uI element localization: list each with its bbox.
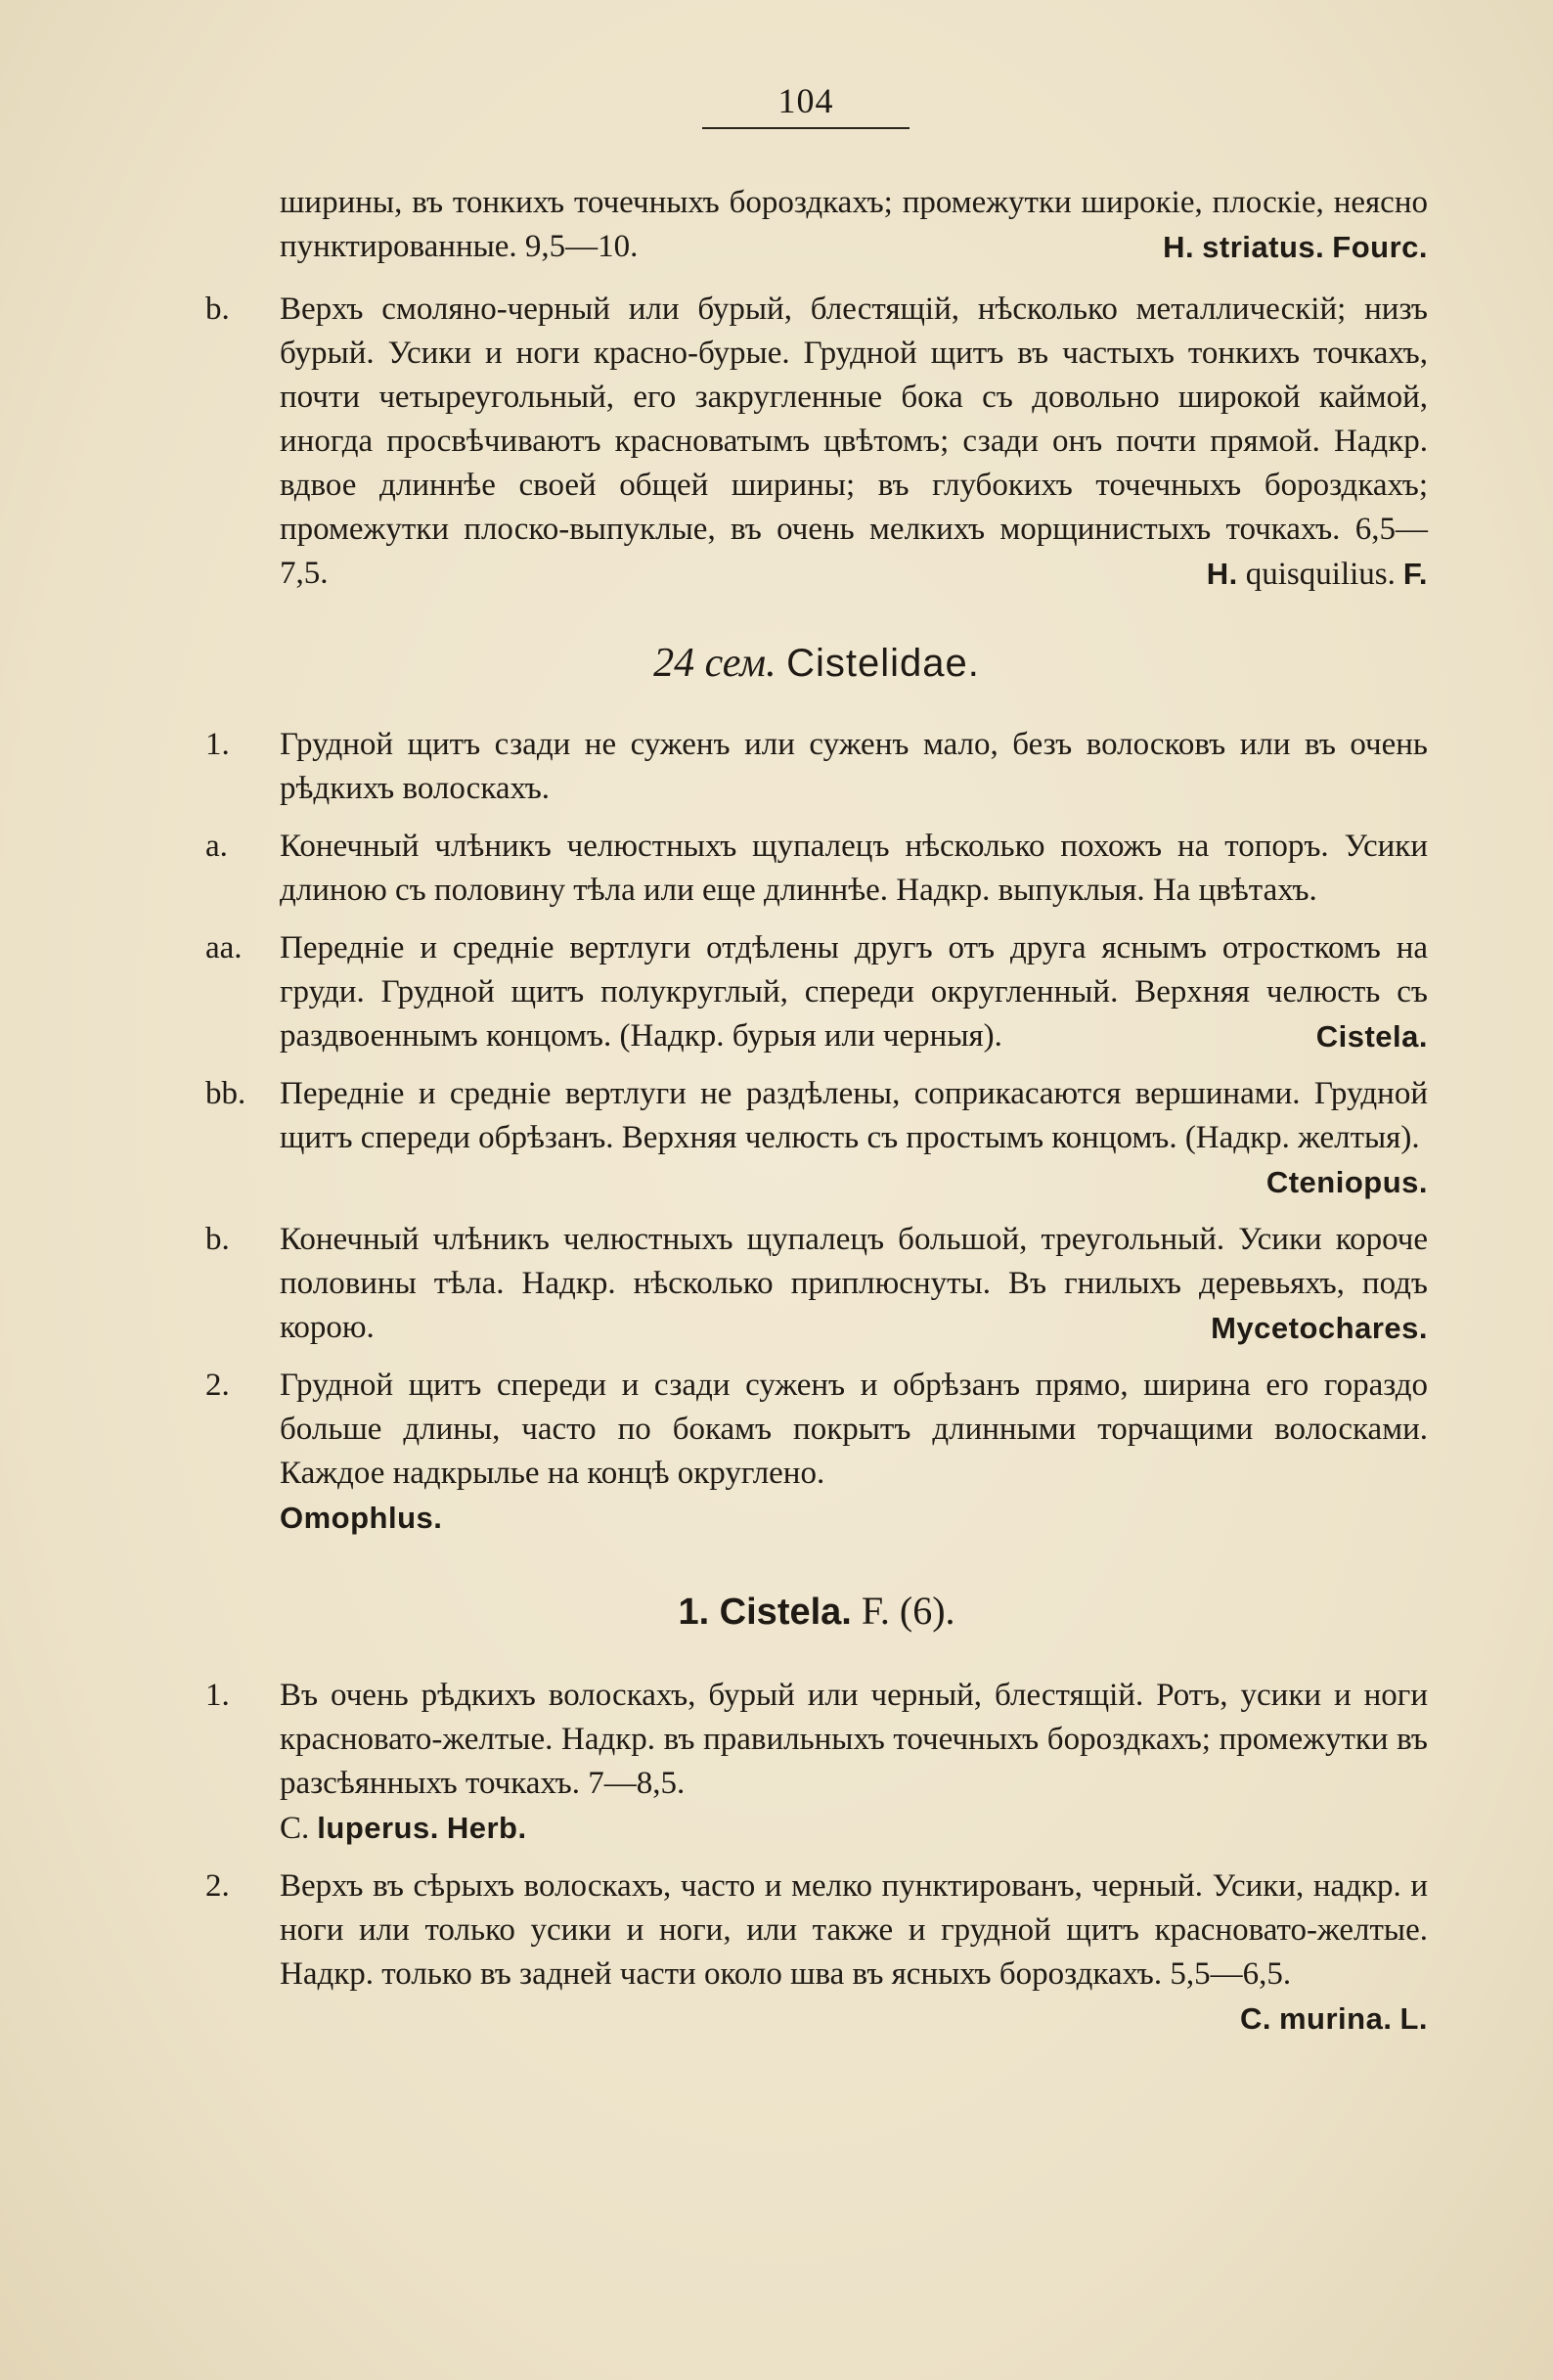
species-entry — [205, 1674, 1428, 1851]
species-name — [1207, 552, 1428, 597]
entry-label: 1. — [205, 727, 230, 762]
key-entry — [205, 825, 1428, 913]
species-name — [1240, 1997, 1428, 2042]
genus-title: 1. Cistela. — [678, 1592, 852, 1633]
species-epithet: murina. — [1278, 2001, 1393, 2036]
key-entry — [205, 1072, 1428, 1204]
paragraph-text: Передніе и средніе вертлуги отдѣлены другъ отъ друга яснымъ отросткомъ на груди. Грудной щитъ полукруглый, спереди округленный. Верхняя челюсть съ раздвоеннымъ концомъ. (Надкр. бурыя или черныя). — [280, 930, 1428, 1054]
genus-name: Mycetochares. — [1211, 1311, 1428, 1345]
page-number: 104 — [777, 81, 834, 120]
species-author: Fourc. — [1332, 230, 1428, 264]
genus-abbrev: H. — [1163, 230, 1195, 264]
paragraph-text: Грудной щитъ спереди и сзади суженъ и обрѣзанъ прямо, ширина его гораздо больше длины, часто по бокамъ покрытъ длинными торчащими волосками. Каждое надкрылье на концѣ округлено. — [280, 1368, 1428, 1491]
paragraph-text: Верхъ въ сѣрыхъ волоскахъ, часто и мелко пунктированъ, черный. Усики, надкр. и ноги или только усики и ноги, или также и грудной щитъ красновато-желтые. Надкр. только въ задней части около шва въ ясныхъ бороздкахъ. 5,5—6,5. — [280, 1868, 1428, 1992]
key-entry — [205, 1218, 1428, 1350]
key-entry — [205, 1364, 1428, 1540]
page-number-rule — [702, 127, 910, 129]
species-epithet: striatus. — [1202, 230, 1325, 264]
key-entry — [205, 926, 1428, 1058]
species-name — [280, 1806, 1428, 1851]
entry-label: a. — [205, 829, 228, 864]
paragraph-text: Конечный члѣникъ челюстныхъ щупалецъ большой, треугольный. Усики короче половины тѣла. Надкр. нѣсколько приплюснуты. Въ гнилыхъ деревьяхъ, подъ корою. — [280, 1222, 1428, 1345]
entry-label: aa. — [205, 930, 243, 965]
family-title: Cistelidae. — [786, 642, 980, 685]
entry-label: 2. — [205, 1868, 230, 1904]
paragraph-text: Грудной щитъ сзади не суженъ или суженъ мало, безъ волосковъ или въ очень рѣдкихъ волоскахъ. — [280, 727, 1428, 806]
key-entry-b — [205, 288, 1428, 597]
species-epithet: quisquilius. — [1245, 557, 1396, 592]
genus-abbrev: C. — [280, 1811, 310, 1846]
genus-heading — [205, 1589, 1428, 1635]
continuation-paragraph — [205, 181, 1428, 270]
species-author: L. — [1399, 2001, 1428, 2036]
entry-label: 2. — [205, 1368, 230, 1403]
genus-name: Cistela. — [1315, 1019, 1428, 1054]
species-author: Herb. — [446, 1811, 527, 1845]
genus-author-count: F. (6). — [861, 1589, 955, 1633]
genus-name: Cteniopus. — [1265, 1165, 1428, 1199]
entry-label: b. — [205, 292, 230, 327]
species-name — [1163, 225, 1428, 270]
family-word: сем. — [704, 641, 776, 686]
genus-abbrev: C. — [1239, 2001, 1271, 2036]
key-entry — [205, 723, 1428, 811]
species-author: F. — [1402, 557, 1428, 591]
paragraph-text: Конечный члѣникъ челюстныхъ щупалецъ нѣсколько похожъ на топоръ. Усики длиною съ половину тѣла или еще длиннѣе. Надкр. выпуклыя. На цвѣтахъ. — [280, 829, 1428, 908]
genus-abbrev: H. — [1206, 557, 1238, 591]
entry-label: bb. — [205, 1076, 246, 1111]
page-content — [205, 181, 1428, 2055]
family-heading — [205, 642, 1428, 686]
paragraph-text: Передніе и средніе вертлуги не раздѣлены, соприкасаются вершинами. Грудной щитъ спереди обрѣзанъ. Верхняя челюсть съ простымъ концомъ. (Надкр. желтыя). — [280, 1076, 1428, 1155]
paragraph-text: Въ очень рѣдкихъ волоскахъ, бурый или черный, блестящій. Ротъ, усики и ноги красновато-желтые. Надкр. въ правильныхъ точечныхъ бороздкахъ; промежутки въ разсѣянныхъ точкахъ. 7—8,5. — [280, 1678, 1428, 1801]
family-number: 24 — [653, 641, 695, 686]
species-epithet: luperus. — [317, 1811, 439, 1845]
genus-name: Omophlus. — [280, 1501, 443, 1535]
entry-label: b. — [205, 1222, 230, 1257]
paragraph-text: Верхъ смоляно-черный или бурый, блестящій, нѣсколько металлическій; низъ бурый. Усики и ноги красно-бурые. Грудной щитъ въ частыхъ тонкихъ точкахъ, почти четыреугольный, его закругленные бока съ довольно широкой каймой, иногда просвѣчиваютъ красноватымъ цвѣтомъ; сзади онъ почти прямой. Надкр. вдвое длиннѣе своей общей ширины; въ глубокихъ точечныхъ бороздкахъ; промежутки плоско-выпуклые, въ очень мелкихъ морщинистыхъ точкахъ. 6,5—7,5. — [280, 292, 1428, 591]
paragraph-text: ширины, въ тонкихъ точечныхъ бороздкахъ; промежутки широкіе, плоскіе, неясно пунктированные. 9,5—10. — [280, 185, 1428, 264]
species-entry — [205, 1864, 1428, 2042]
entry-label: 1. — [205, 1678, 230, 1713]
